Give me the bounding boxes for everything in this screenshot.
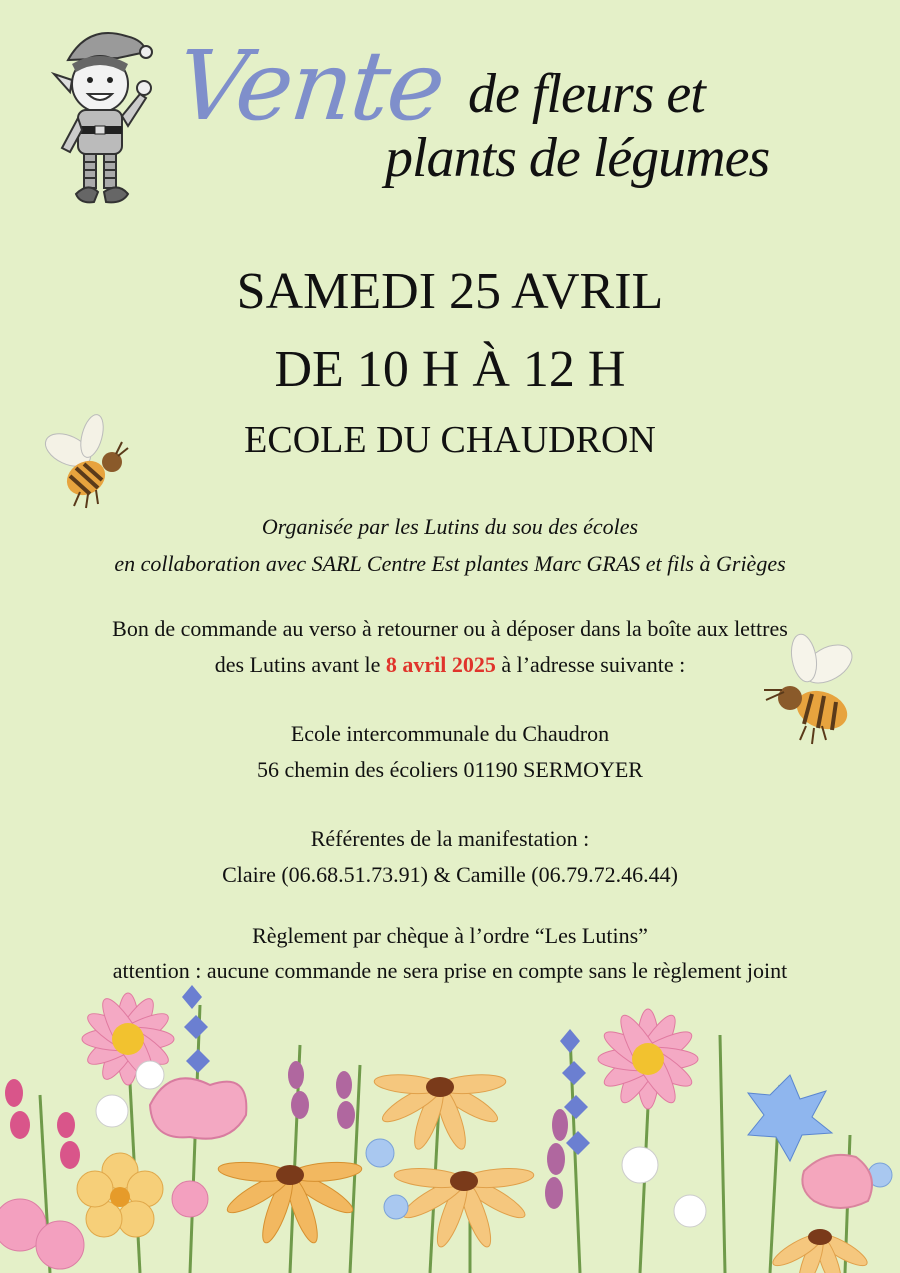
event-date: SAMEDI 25 AVRIL — [236, 263, 664, 320]
organisers-line-2: en collaboration avec SARL Centre Est plantes Marc GRAS et fils à Grièges — [114, 551, 786, 576]
bee-icon — [40, 410, 132, 510]
elf-illustration — [48, 22, 158, 208]
wildflowers-illustration — [0, 975, 900, 1273]
payment-line-1: Règlement par chèque à l’ordre “Les Lutins” — [252, 923, 648, 948]
event-place: ECOLE DU CHAUDRON — [244, 419, 656, 461]
order-line-2-start: des Lutins avant le — [214, 652, 381, 677]
order-line-1: Bon de commande au verso à retourner ou à déposer dans la boîte aux lettres — [112, 616, 788, 641]
payment-line-2: attention : aucune commande ne sera prise en compte sans le règlement joint — [112, 958, 788, 983]
address-name: Ecole intercommunale du Chaudron — [290, 721, 610, 746]
title-vente: Vente — [172, 30, 449, 142]
title-line-2: plants de légumes — [385, 127, 770, 189]
address-street: 56 chemin des écoliers 01190 SERMOYER — [257, 757, 643, 782]
order-deadline: 8 avril 2025 — [385, 652, 496, 677]
contacts-line: Claire (06.68.51.73.91) & Camille (06.79.72.46.44) — [222, 862, 678, 887]
order-line-2-end: à l’adresse suivante : — [501, 652, 686, 677]
contacts-heading: Référentes de la manifestation : — [310, 826, 590, 851]
event-hours: DE 10 H À 12 H — [274, 341, 626, 398]
title-line-1: de fleurs et — [468, 63, 705, 125]
organisers-line-1: Organisée par les Lutins du sou des écoles — [261, 514, 639, 539]
